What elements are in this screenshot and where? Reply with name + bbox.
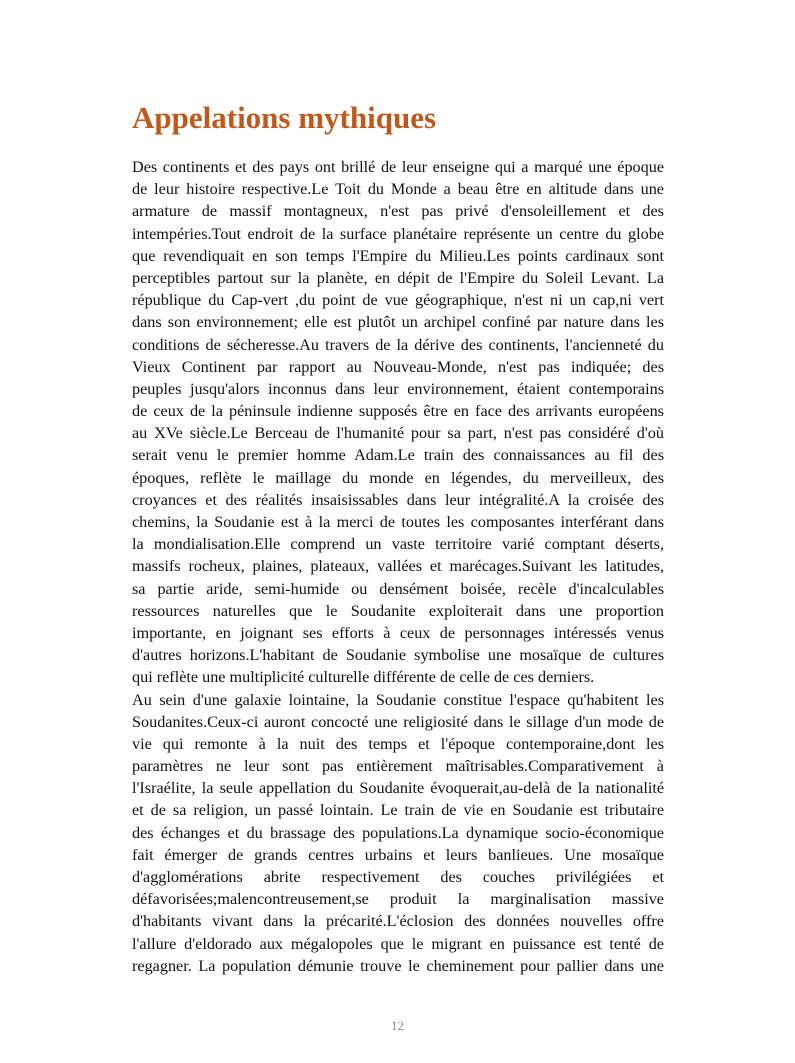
chapter-title: Appelations mythiques [132, 100, 437, 135]
text-line: la mondialisation.Elle comprend un vaste territoire varié comptant déserts, [132, 535, 664, 554]
text-line: Des continents et des pays ont brillé de leur enseigne qui a marqué une époque [132, 158, 664, 176]
text-line: fait émerger de grands centres urbains et leurs banlieues. Une mosaïque [132, 845, 664, 864]
text-line: au XVe siècle.Le Berceau de l'humanité pour sa part, n'est pas considéré d'où [132, 424, 664, 443]
text-line: Au sein d'une galaxie lointaine, la Soudanie constitue l'espace qu'habitent les [132, 690, 664, 709]
paragraph-1 [132, 156, 664, 689]
text-line: paramètres ne leur sont pas entièrement maîtrisables.Comparativement à [132, 757, 664, 776]
text-line: d'agglomérations abrite respectivement des couches privilégiées et [132, 868, 664, 886]
text-line: intempéries.Tout endroit de la surface planétaire représente un centre du globe [132, 224, 664, 243]
text-line: l'Israélite, la seule appellation du Soudanite évoquerait,au-delà de la nationalité [132, 779, 664, 798]
text-line: époques, reflète le maillage du monde en légendes, du merveilleux, des [132, 468, 664, 487]
text-line: conditions de sécheresse.Au travers de la dérive des continents, l'ancienneté du [132, 335, 664, 354]
text-line: Soudanites.Ceux-ci auront concocté une religiosité dans le sillage d'un mode de [132, 712, 664, 731]
text-line: ressources naturelles que le Soudanite exploiterait dans une proportion [132, 601, 664, 620]
text-line: qui reflète une multiplicité culturelle différente de celle de ces derniers. [132, 668, 595, 687]
text-line: croyances et des réalités insaisissables dans leur intégralité.A la croisée des [132, 490, 664, 509]
text-line: peuples jusqu'alors inconnus dans leur environnement, étaient contemporains [132, 379, 664, 398]
text-line: perceptibles partout sur la planète, en dépit de l'Empire du Soleil Levant. La [132, 268, 664, 287]
text-line: et de sa religion, un passé lointain. Le train de vie en Soudanie est tributaire [132, 801, 664, 820]
text-line: défavorisées;malencontreusement,se produit la marginalisation massive [132, 890, 664, 909]
text-line: de leur histoire respective.Le Toit du Monde a beau être en altitude dans une [132, 180, 664, 199]
text-line: importante, en joignant ses efforts à ceux de personnages intéressés venus [132, 623, 664, 642]
text-line: regagner. La population démunie trouve le cheminement pour pallier dans une [132, 956, 664, 975]
body-text [132, 156, 664, 977]
text-line: d'habitants vivant dans la précarité.L'éclosion des données nouvelles offre [132, 912, 664, 931]
text-line: que revendiquait en son temps l'Empire du Milieu.Les points cardinaux sont [132, 246, 664, 265]
text-line: de ceux de la péninsule indienne supposés être en face des arrivants européens [132, 402, 664, 421]
text-line: d'autres horizons.L'habitant de Soudanie symbolise une mosaïque de cultures [132, 646, 664, 665]
text-line: des échanges et du brassage des populations.La dynamique socio-économique [132, 823, 664, 842]
text-line: chemins, la Soudanie est à la merci de toutes les composantes interférant dans [132, 513, 664, 531]
text-line: sa partie aride, semi-humide ou densément boisée, recèle d'incalculables [132, 579, 664, 598]
text-line: l'allure d'eldorado aux mégalopoles que le migrant en puissance est tenté de [132, 934, 664, 953]
text-line: massifs rocheux, plaines, plateaux, vallées et marécages.Suivant les latitudes, [132, 557, 664, 576]
text-line: vie qui remonte à la nuit des temps et l'époque contemporaine,dont les [132, 734, 664, 753]
text-line: dans son environnement; elle est plutôt un archipel confiné par nature dans les [132, 313, 664, 332]
text-line: armature de massif montagneux, n'est pas privé d'ensoleillement et des [132, 202, 664, 221]
text-line: Vieux Continent par rapport au Nouveau-Monde, n'est pas indiquée; des [132, 357, 664, 376]
text-line: serait venu le premier homme Adam.Le train des connaissances au fil des [132, 446, 664, 465]
page-number: 12 [391, 1018, 404, 1033]
text-line: république du Cap-vert ,du point de vue géographique, n'est ni un cap,ni vert [132, 291, 664, 310]
paragraph-2 [132, 689, 664, 977]
